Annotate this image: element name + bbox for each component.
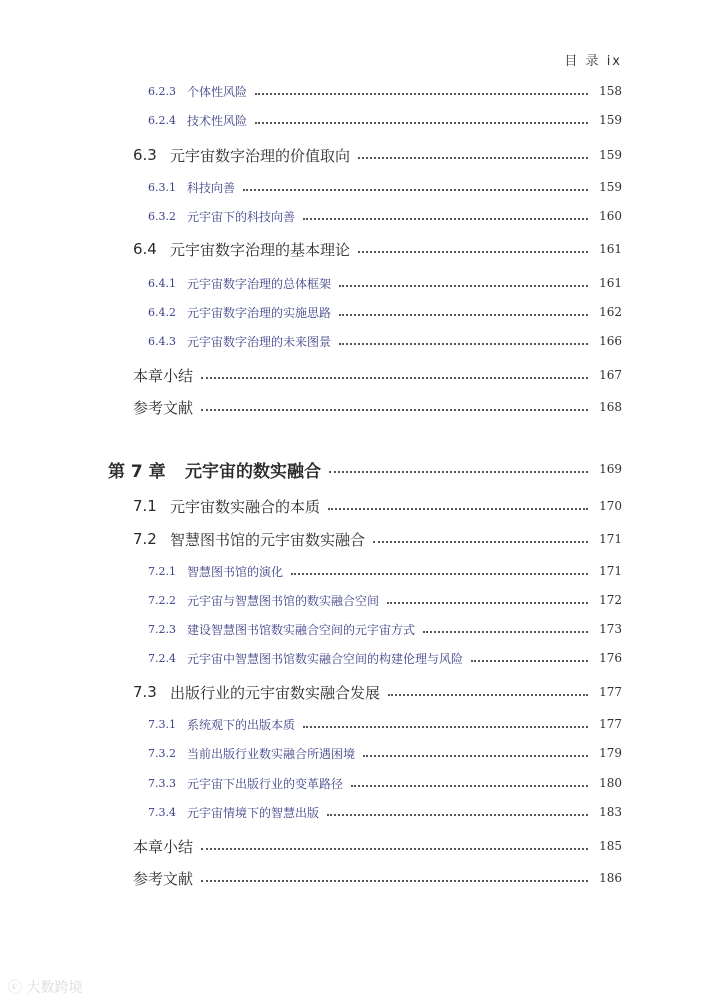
entry-page: 169 xyxy=(599,462,622,476)
entry-title: 出版行业的元宇宙数实融合发展 xyxy=(170,683,381,702)
entry-page: 161 xyxy=(599,276,622,290)
entry-title: 元宇宙数实融合的本质 xyxy=(170,497,321,516)
entry-page: 170 xyxy=(599,499,622,513)
entry-page: 177 xyxy=(599,717,622,731)
dot-leader xyxy=(303,726,588,728)
toc-entry[interactable] xyxy=(0,495,719,517)
entry-page: 158 xyxy=(599,84,622,98)
toc-entry[interactable] xyxy=(0,301,719,323)
dot-leader xyxy=(339,285,588,287)
toc-entry[interactable] xyxy=(0,458,719,480)
entry-page: 168 xyxy=(599,400,622,414)
dot-leader xyxy=(471,660,588,662)
toc-entry[interactable] xyxy=(0,109,719,131)
entry-page: 171 xyxy=(599,564,622,578)
toc-entry[interactable] xyxy=(0,867,719,889)
toc-entry[interactable] xyxy=(0,80,719,102)
toc-entry[interactable] xyxy=(0,396,719,418)
toc-entry[interactable] xyxy=(0,144,719,166)
entry-page: 162 xyxy=(599,305,622,319)
entry-title: 元宇宙中智慧图书馆数实融合空间的构建伦理与风险 xyxy=(187,651,464,666)
dot-leader xyxy=(328,508,588,510)
toc-entry[interactable] xyxy=(0,205,719,227)
entry-title: 元宇宙数字治理的未来图景 xyxy=(187,334,332,349)
toc-entry[interactable] xyxy=(0,713,719,735)
entry-number: 7.2 xyxy=(133,530,157,548)
toc-entry[interactable] xyxy=(0,589,719,611)
entry-number: 7.2.3 xyxy=(148,622,176,636)
entry-number: 7.3.1 xyxy=(148,717,176,731)
entry-page: 166 xyxy=(599,334,622,348)
entry-number: 7.3 xyxy=(133,683,157,701)
dot-leader xyxy=(387,602,588,604)
dot-leader xyxy=(358,251,588,253)
toc-entry[interactable] xyxy=(0,238,719,260)
entry-title: 个体性风险 xyxy=(187,84,248,99)
toc-entry[interactable] xyxy=(0,272,719,294)
dot-leader xyxy=(255,93,588,95)
entry-title: 元宇宙数字治理的基本理论 xyxy=(170,240,351,259)
entry-page: 171 xyxy=(599,532,622,546)
dot-leader xyxy=(201,409,588,411)
entry-number: 7.1 xyxy=(133,497,157,515)
entry-number: 7.3.4 xyxy=(148,805,176,819)
entry-page: 186 xyxy=(599,871,622,885)
entry-number: 6.4.1 xyxy=(148,276,176,290)
entry-page: 177 xyxy=(599,685,622,699)
entry-page: 159 xyxy=(599,180,622,194)
entry-number: 6.4.3 xyxy=(148,334,176,348)
entry-page: 167 xyxy=(599,368,622,382)
toc-entry[interactable] xyxy=(0,681,719,703)
dot-leader xyxy=(201,848,588,850)
entry-title: 智慧图书馆的元宇宙数实融合 xyxy=(170,530,366,549)
dot-leader xyxy=(388,694,588,696)
dot-leader xyxy=(329,471,588,473)
dot-leader xyxy=(327,814,588,816)
entry-number: 6.2.4 xyxy=(148,113,176,127)
entry-number: 7.3.3 xyxy=(148,776,176,790)
watermark-logo-icon: ⓒ xyxy=(8,980,22,996)
entry-number: 6.3 xyxy=(133,146,157,164)
entry-number: 7.3.2 xyxy=(148,746,176,760)
entry-number: 6.4.2 xyxy=(148,305,176,319)
entry-title: 元宇宙数字治理的价值取向 xyxy=(170,146,351,165)
dot-leader xyxy=(255,122,588,124)
entry-number: 6.4 xyxy=(133,240,157,258)
entry-number: 6.2.3 xyxy=(148,84,176,98)
dot-leader xyxy=(291,573,588,575)
entry-page: 185 xyxy=(599,839,622,853)
entry-title: 元宇宙下出版行业的变革路径 xyxy=(187,776,344,791)
dot-leader xyxy=(303,218,588,220)
entry-title: 当前出版行业数实融合所遇困境 xyxy=(187,746,356,761)
entry-title: 元宇宙情境下的智慧出版 xyxy=(187,805,320,820)
entry-page: 180 xyxy=(599,776,622,790)
entry-page: 173 xyxy=(599,622,622,636)
dot-leader xyxy=(363,755,588,757)
toc-entry[interactable] xyxy=(0,528,719,550)
entry-title: 元宇宙与智慧图书馆的数实融合空间 xyxy=(187,593,380,608)
entry-title: 建设智慧图书馆数实融合空间的元宇宙方式 xyxy=(187,622,416,637)
entry-page: 179 xyxy=(599,746,622,760)
entry-title: 元宇宙的数实融合 xyxy=(185,461,321,482)
entry-title: 系统观下的出版本质 xyxy=(187,717,296,732)
header-label: 目 录 xyxy=(564,54,601,69)
watermark: ⓒ 大数跨境 xyxy=(8,980,83,996)
entry-title: 参考文献 xyxy=(133,869,194,888)
entry-title: 智慧图书馆的演化 xyxy=(187,564,284,579)
entry-page: 183 xyxy=(599,805,622,819)
entry-title: 本章小结 xyxy=(133,366,194,385)
running-header xyxy=(564,50,622,69)
entry-title: 本章小结 xyxy=(133,837,194,856)
entry-number: 6.3.2 xyxy=(148,209,176,223)
dot-leader xyxy=(339,343,588,345)
dot-leader xyxy=(201,880,588,882)
toc-entry[interactable] xyxy=(0,330,719,352)
entry-page: 161 xyxy=(599,242,622,256)
dot-leader xyxy=(351,785,588,787)
entry-number: 7.2.4 xyxy=(148,651,176,665)
toc-entry[interactable] xyxy=(0,176,719,198)
entry-title: 技术性风险 xyxy=(187,113,248,128)
dot-leader xyxy=(358,157,588,159)
entry-title: 元宇宙下的科技向善 xyxy=(187,209,296,224)
dot-leader xyxy=(339,314,588,316)
toc-entry[interactable] xyxy=(0,835,719,857)
toc-entry[interactable] xyxy=(0,364,719,386)
dot-leader xyxy=(373,541,588,543)
entry-title: 元宇宙数字治理的实施思路 xyxy=(187,305,332,320)
dot-leader xyxy=(423,631,588,633)
header-page-number: ix xyxy=(606,54,622,69)
entry-title: 科技向善 xyxy=(187,180,236,195)
entry-title: 元宇宙数字治理的总体框架 xyxy=(187,276,332,291)
toc-entry[interactable] xyxy=(0,742,719,764)
toc-entry[interactable] xyxy=(0,772,719,794)
entry-title: 参考文献 xyxy=(133,398,194,417)
toc-entry[interactable] xyxy=(0,618,719,640)
entry-page: 159 xyxy=(599,148,622,162)
entry-number: 7.2.1 xyxy=(148,564,176,578)
toc-entry[interactable] xyxy=(0,560,719,582)
dot-leader xyxy=(201,377,588,379)
toc-entry[interactable] xyxy=(0,647,719,669)
entry-page: 176 xyxy=(599,651,622,665)
dot-leader xyxy=(243,189,588,191)
entry-page: 159 xyxy=(599,113,622,127)
entry-number: 第 7 章 xyxy=(108,461,166,482)
entry-number: 6.3.1 xyxy=(148,180,176,194)
entry-number: 7.2.2 xyxy=(148,593,176,607)
entry-page: 172 xyxy=(599,593,622,607)
entry-page: 160 xyxy=(599,209,622,223)
toc-entry[interactable] xyxy=(0,801,719,823)
